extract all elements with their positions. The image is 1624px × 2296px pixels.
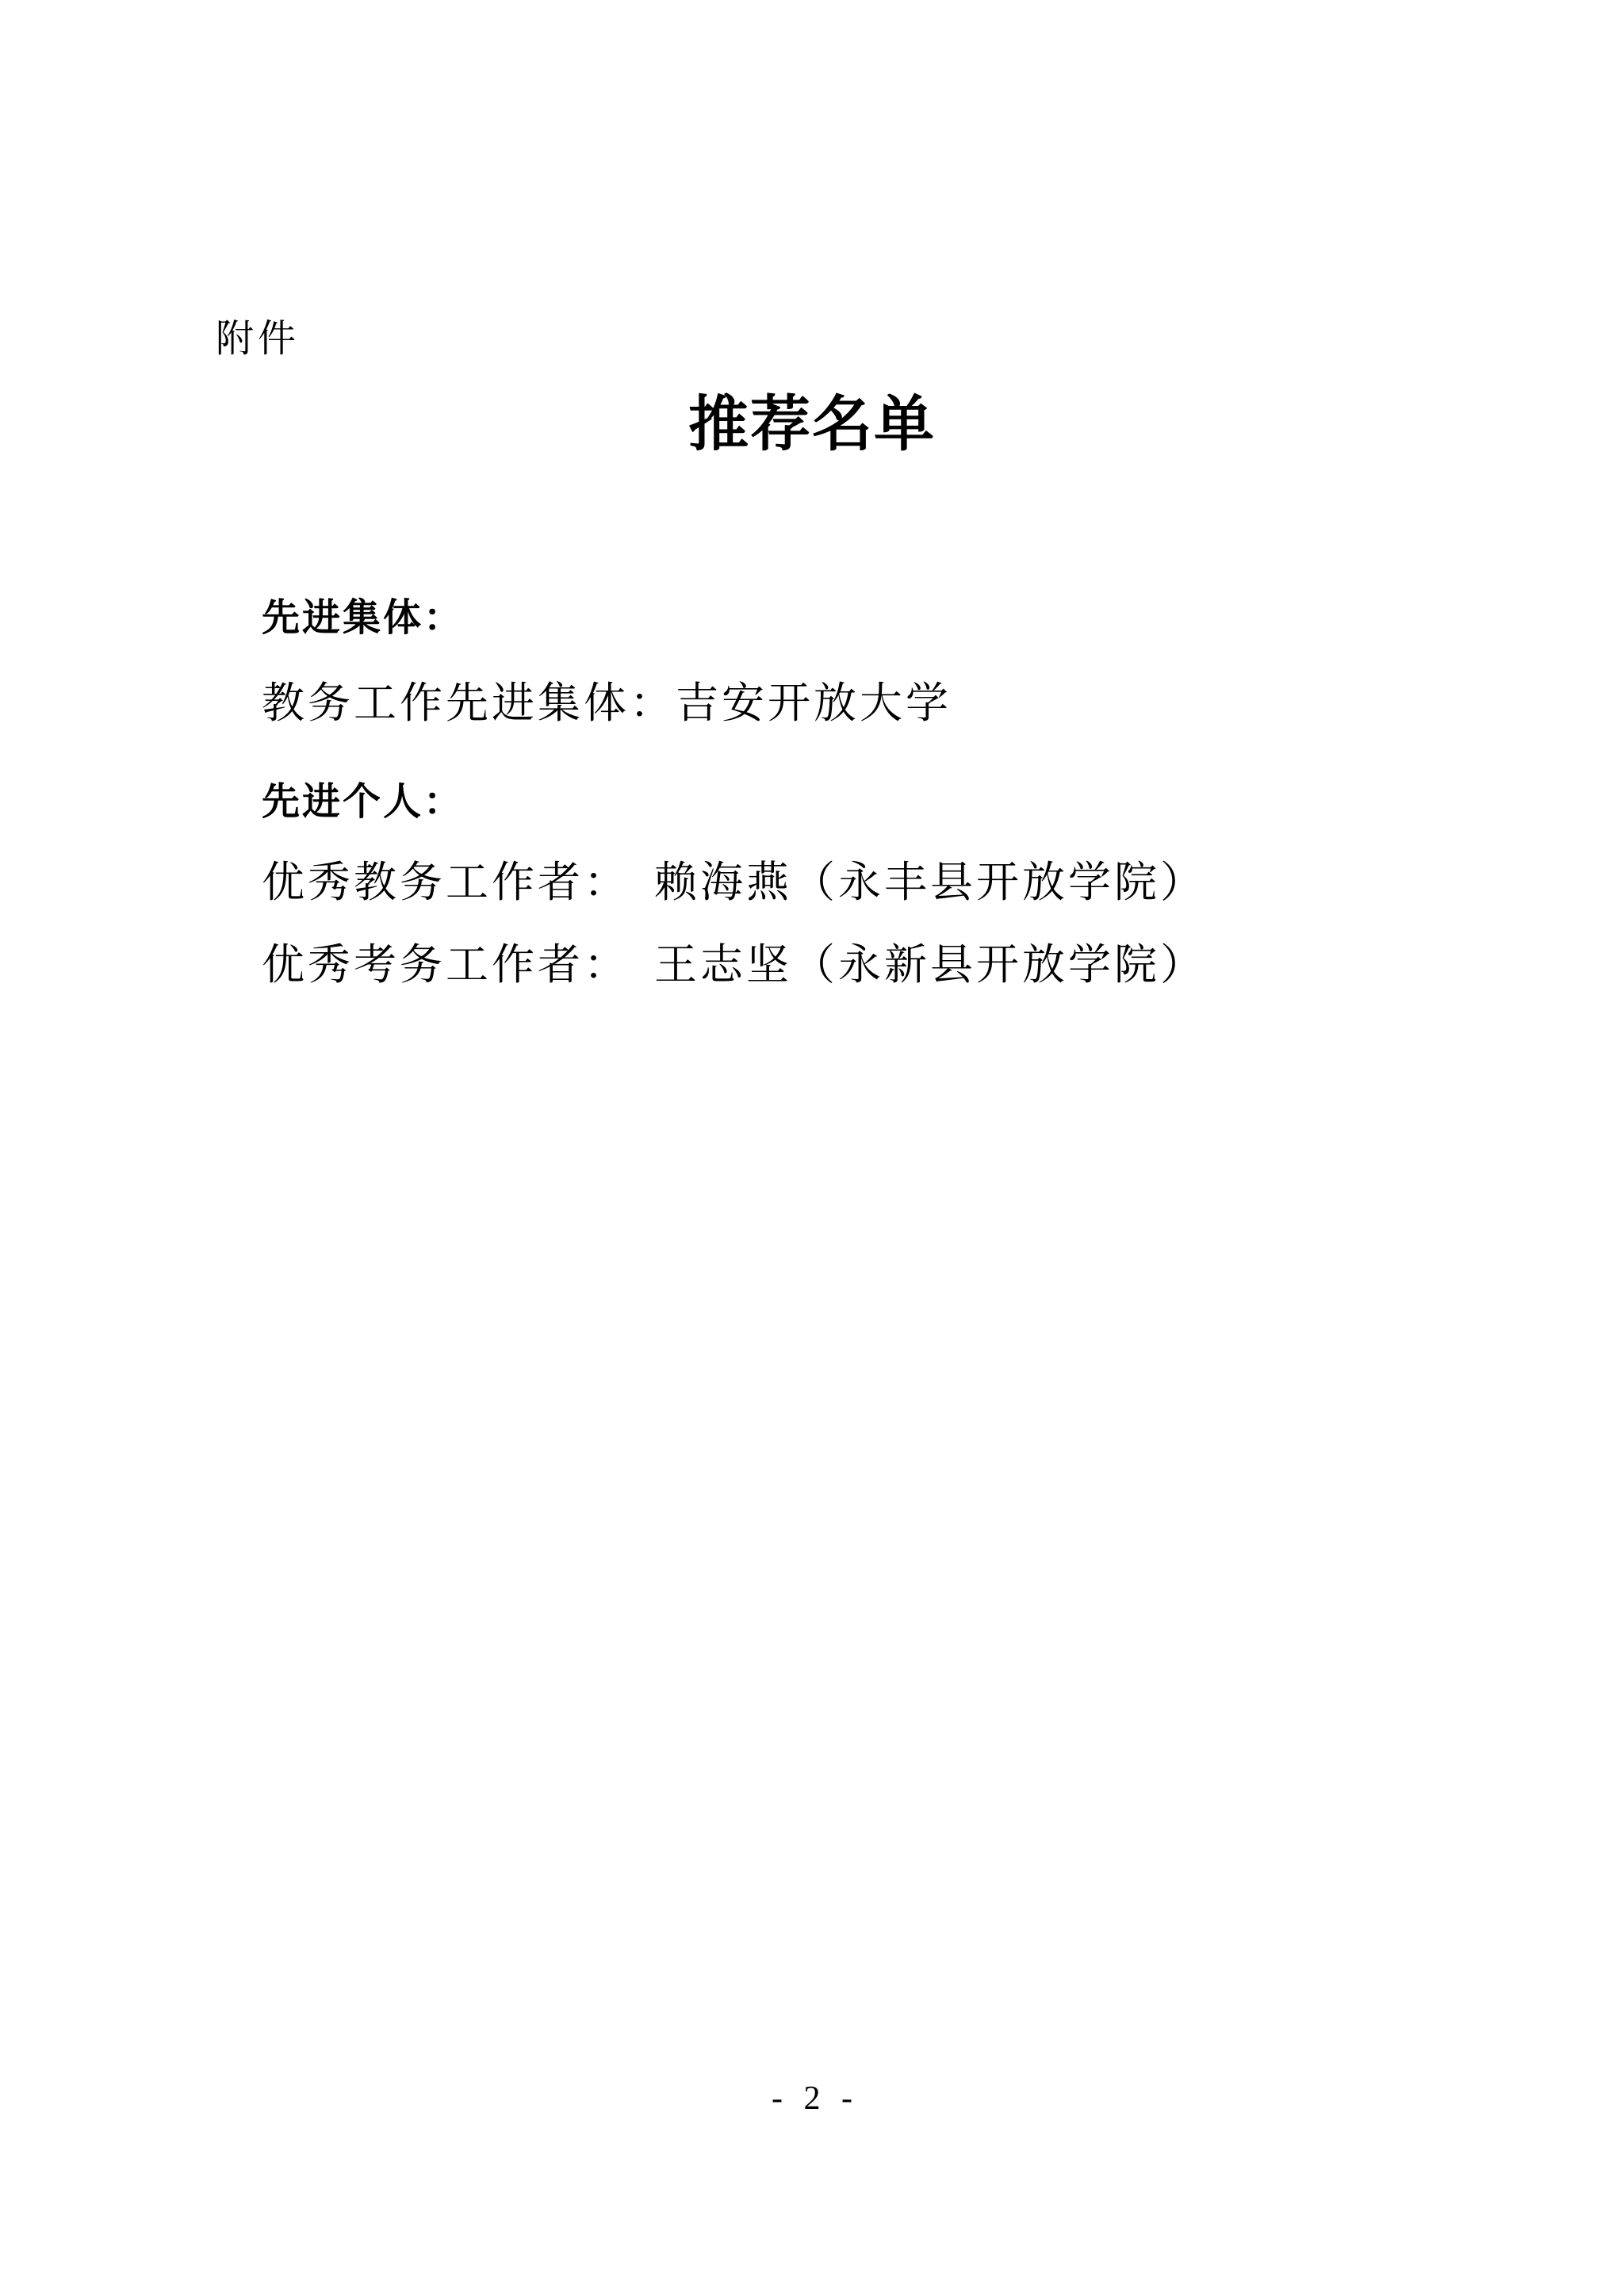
award-line-collective: 教务工作先进集体：吉安开放大学 (262, 679, 952, 727)
page-title: 推荐名单 (688, 392, 936, 458)
award-line-teaching-worker: 优秀教务工作者： 赖海燕（永丰县开放学院） (262, 859, 1206, 906)
page-number: - 2 - (772, 2080, 852, 2117)
section-heading-advanced-collective: 先进集体： (262, 597, 465, 639)
section-heading-advanced-individual: 先进个人： (262, 781, 465, 823)
award-line-exam-worker: 优秀考务工作者： 王志坚（永新县开放学院） (262, 941, 1206, 989)
attachment-label: 附件 (216, 318, 301, 360)
